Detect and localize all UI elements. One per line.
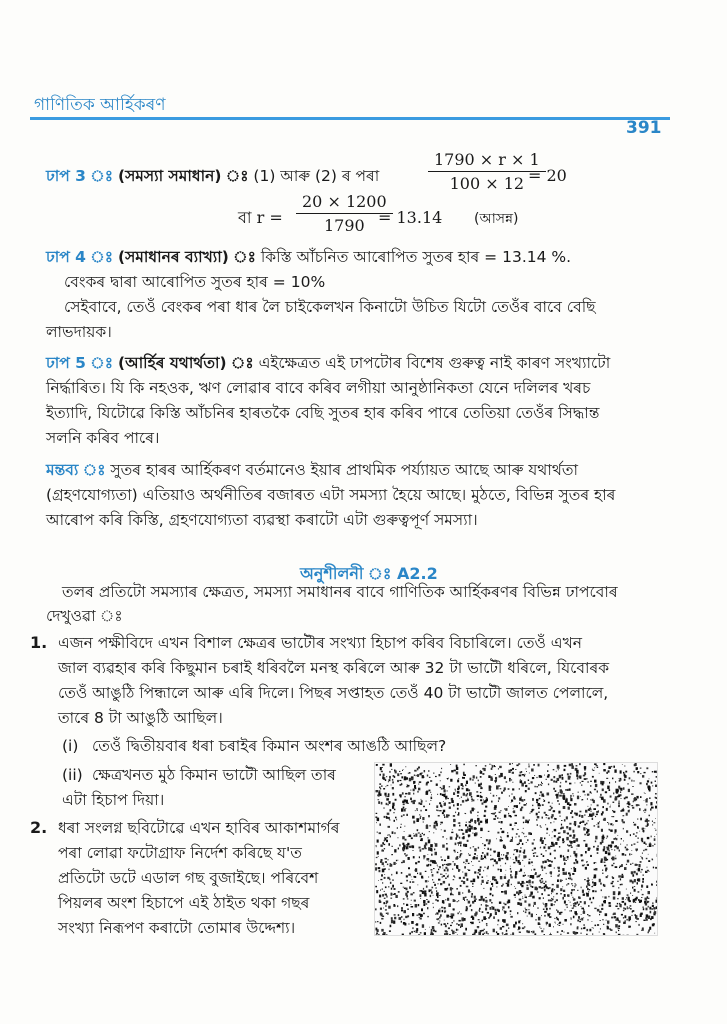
- fraction-1-rhs: = 20: [528, 166, 567, 185]
- remark-line2: (গ্ৰহণযোগ্যতা) এতিয়াও অৰ্থনীতিৰ বজাৰত এটা সমস্যা হৈয়ে আছে। মুঠতে, বিভিন্ন সুতৰ হাৰ: [46, 486, 616, 504]
- remark-line3: আৰোপ কৰি কিস্তি, গ্ৰহণযোগ্যতা ব্যৱস্থা কৰাটো এটা গুৰুত্বপূৰ্ণ সমস্যা।: [46, 511, 478, 529]
- step3-label: ঢাপ 3 ঃ: [46, 167, 114, 185]
- q2-line3: প্ৰতিটো ডটে এডাল গছ বুজাইছে। পৰিবেশ: [58, 869, 319, 887]
- step5-line1: [46, 353, 610, 373]
- exercise-intro1: তলৰ প্ৰতিটো সমস্যাৰ ক্ষেত্ৰত, সমস্যা সমাধানৰ বাবে গাণিতিক আৰ্হিকৰণৰ বিভিন্ন ঢাপবোৰ: [62, 583, 618, 601]
- step4-line1: [46, 247, 571, 267]
- step5-line2: নিৰ্দ্ধাৰিত। যি কি নহওক, ঋণ লোৱাৰ বাবে কৰিব লগীয়া আনুষ্ঠানিকতা যেনে দলিলৰ খৰচ: [46, 379, 591, 397]
- q1-line2: জাল ব্যৱহাৰ কৰি কিছুমান চৰাই ধৰিবলৈ মনস্থ কৰিলে আৰু 32 টা ভাটৌ ধৰিলে, যিবোৰক: [58, 659, 610, 677]
- fraction-1-numerator: 1790 × r × 1: [428, 150, 546, 172]
- q1-line1: এজন পক্ষীবিদে এখন বিশাল ক্ষেত্ৰৰ ভাটৌৰ সংখ্যা হিচাপ কৰিব বিচাৰিলে। তেওঁ এখন: [58, 634, 583, 652]
- question-2-number: 2.: [30, 818, 48, 837]
- step4-heading: (সমাধানৰ ব্যাখ্যা) ঃ: [117, 248, 256, 266]
- fraction-2-numerator: 20 × 1200: [296, 192, 393, 214]
- step4-line4: লাভদায়ক।: [46, 323, 112, 341]
- step5-line3: ইত্যাদি, যিটোৱে কিস্তি আঁচনিৰ হাৰতকৈ বেছি সুতৰ হাৰ কৰিব পাৰে তেতিয়া তেওঁৰ সিদ্ধান্ত: [46, 404, 600, 422]
- remark-label: মন্তব্য ঃ: [46, 461, 106, 479]
- step3-heading: (সমস্যা সমাধান) ঃ: [117, 167, 249, 185]
- page-number: 391: [626, 118, 662, 138]
- approx-note: (আসন্ন): [474, 211, 519, 227]
- step3-line: [46, 166, 379, 186]
- q2-line4: পিয়লৰ অংশ হিচাপে এই ঠাইত থকা গছৰ: [58, 894, 310, 912]
- q1-part-ii-line2: এটা হিচাপ দিয়া।: [62, 791, 165, 809]
- or-prefix: বা r =: [238, 208, 283, 227]
- step4-line2: বেংকৰ দ্বাৰা আৰোপিত সুতৰ হাৰ = 10%: [64, 273, 326, 291]
- q2-line2: পৰা লোৱা ফটোগ্ৰাফ নিৰ্দেশ কৰিছে য'ত: [58, 844, 302, 862]
- q1-part-i-label: (i): [62, 737, 79, 755]
- header-rule: [30, 117, 670, 120]
- aerial-forest-photo: [374, 762, 658, 936]
- chapter-title: গাণিতিক আৰ্হিকৰণ: [34, 95, 166, 115]
- q1-part-ii-label: (ii): [62, 766, 83, 784]
- tree-dots-image: [375, 763, 657, 935]
- q1-line4: তাৰে 8 টা আঙুঠি আছিল।: [58, 709, 223, 727]
- q1-part-ii-line1: ক্ষেত্ৰখনত মুঠ কিমান ভাটৌ আছিল তাৰ: [92, 766, 336, 784]
- q1-part-i: তেওঁ দ্বিতীয়বাৰ ধৰা চৰাইৰ কিমান অংশৰ আঙঠি আছিল?: [92, 737, 447, 755]
- exercise-intro2: দেখুওৱা ঃ: [46, 607, 123, 625]
- step3-text: (1) আৰু (2) ৰ পৰা: [253, 167, 380, 185]
- exercise-title: অনুশীলনী ঃ A2.2: [300, 564, 438, 583]
- q2-line5: সংখ্যা নিৰূপণ কৰাটো তোমাৰ উদ্দেশ্য।: [58, 919, 296, 937]
- step4-label: ঢাপ 4 ঃ: [46, 248, 114, 266]
- remark-line1: [46, 460, 578, 480]
- remark-text1: সুতৰ হাৰৰ আৰ্হিকৰণ বৰ্তমানেও ইয়াৰ প্ৰাথমিক পৰ্য্যায়ত আছে আৰু যথাৰ্থতা: [110, 461, 578, 479]
- fraction-2-rhs: = 13.14: [378, 208, 443, 227]
- step5-label: ঢাপ 5 ঃ: [46, 354, 114, 372]
- fraction-2-denominator: 1790: [323, 216, 365, 235]
- question-1-number: 1.: [30, 633, 48, 652]
- fraction-1-denominator: 100 × 12: [449, 174, 525, 193]
- step4-text1: কিস্তি আঁচনিত আৰোপিত সুতৰ হাৰ = 13.14 %.: [260, 248, 572, 266]
- step5-heading: (আৰ্হিৰ যথাৰ্থতা) ঃ: [117, 354, 254, 372]
- q2-line1: ধৰা সংলগ্ন ছবিটোৱে এখন হাবিৰ আকাশমাৰ্গৰ: [58, 819, 340, 837]
- step4-line3: সেইবাবে, তেওঁ বেংকৰ পৰা ধাৰ লৈ চাইকেলখন কিনাটো উচিত যিটো তেওঁৰ বাবে বেছি: [64, 298, 596, 316]
- q1-line3: তেওঁ আঙুঠি পিন্ধালে আৰু এৰি দিলে। পিছৰ সপ্তাহত তেওঁ 40 টা ভাটৌ জালত পেলালে,: [58, 684, 609, 702]
- step5-text1: এইক্ষেত্ৰত এই ঢাপটোৰ বিশেষ গুৰুত্ব নাই কাৰণ সংখ্যাটো: [258, 354, 611, 372]
- step5-line4: সলনি কৰিব পাৰে।: [46, 429, 160, 447]
